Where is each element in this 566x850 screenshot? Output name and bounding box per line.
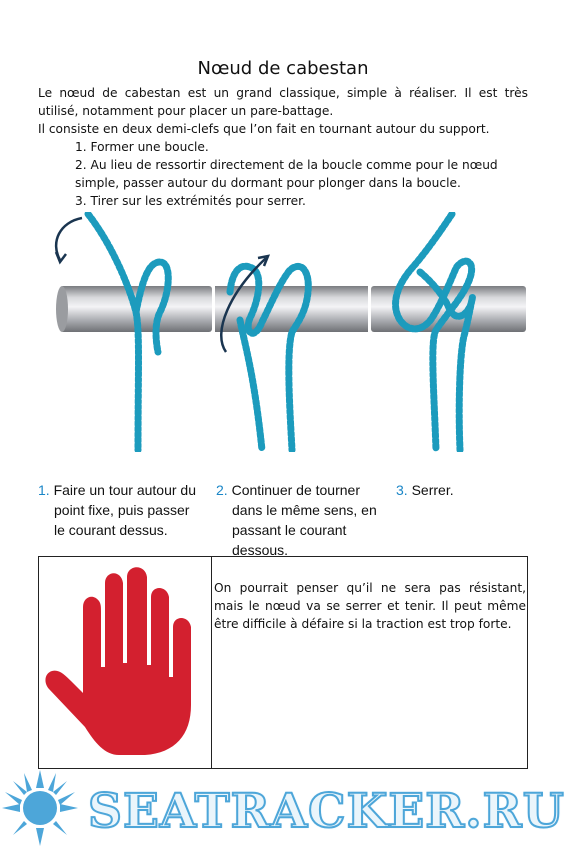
page-title: Nœud de cabestan [197, 58, 369, 79]
caption-2-number: 2. [216, 482, 228, 498]
stop-hand-icon [39, 557, 211, 768]
caption-3-number: 3. [396, 482, 408, 498]
caption-1 [38, 480, 204, 540]
steps-list [75, 138, 530, 210]
intro-text [38, 84, 528, 138]
caption-3-text: Serrer. [411, 482, 454, 498]
caption-1-number: 1. [38, 482, 50, 498]
intro-line-2: Il consiste en deux demi-clefs que l’on fait en tournant autour du support. [38, 122, 490, 136]
warning-icon-cell [39, 557, 212, 768]
caption-1-text: Faire un tour autour du point fixe, puis passer le courant dessus. [53, 482, 196, 538]
sun-icon [0, 768, 90, 850]
intro-line-1: Le nœud de cabestan est un grand classique, simple à réaliser. Il est très utilisé, notamment pour placer un pare-battage. [38, 86, 528, 118]
step-1: 1. Former une boucle. [75, 140, 209, 154]
warning-text: On pourrait penser qu’il ne sera pas résistant, mais le nœud va se serrer et tenir. Il peut même être difficile à défaire si la traction est trop forte. [214, 581, 526, 631]
knot-illustration [40, 212, 530, 452]
caption-2-text: Continuer de tourner dans le même sens, en passant le courant dessous. [231, 482, 377, 558]
brand-logo-text: SEATRACKER.RU [88, 784, 565, 839]
warning-table [38, 556, 528, 769]
step-2: 2. Au lieu de ressortir directement de la boucle comme pour le nœud simple, passer autour du dormant pour plonger dans la boucle. [75, 158, 498, 190]
step-3: 3. Tirer sur les extrémités pour serrer. [75, 194, 306, 208]
caption-2 [216, 480, 382, 560]
caption-3 [396, 480, 516, 500]
